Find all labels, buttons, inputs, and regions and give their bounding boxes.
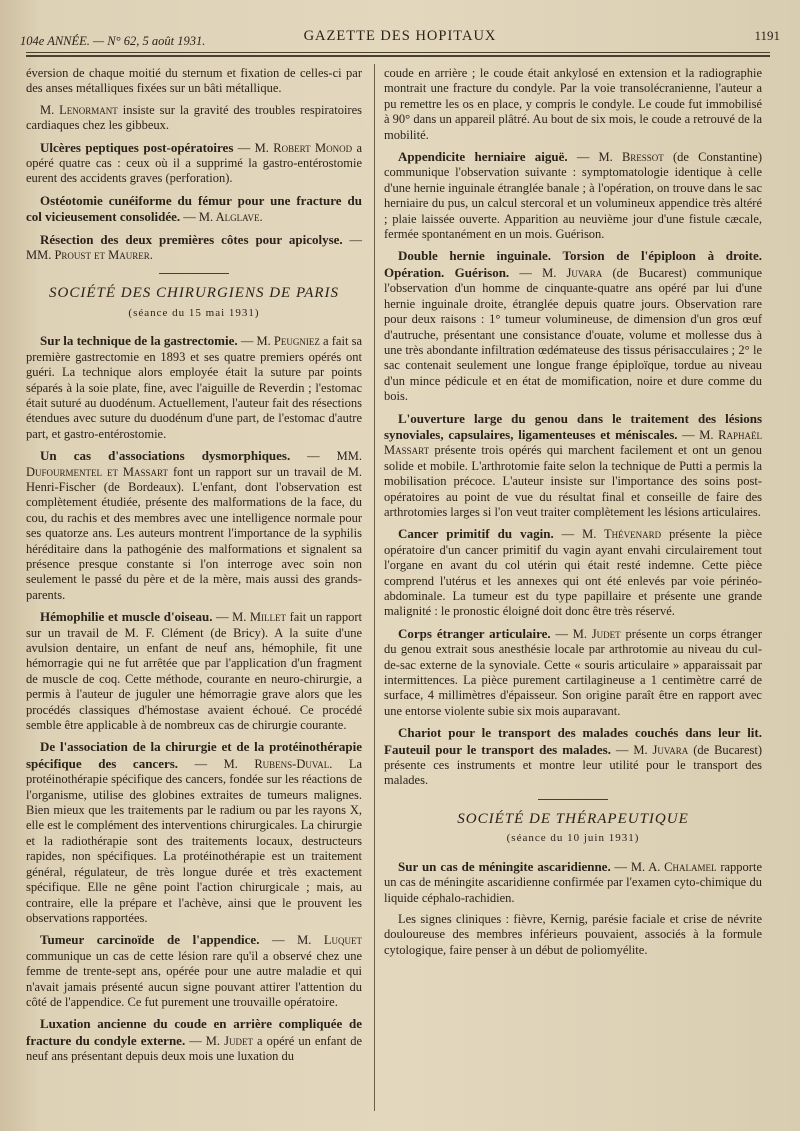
article-text: rapporte un cas de méningite ascaridienne confirmée par l'examen cyto-chimique du liquide céphalo-rachidien. xyxy=(384,859,762,905)
page-number: 1191 xyxy=(754,28,780,43)
author-name: M. Judet xyxy=(205,1033,253,1048)
author-name: M. Millet xyxy=(232,610,287,625)
article-luxation: Luxation ancienne du coude en arrière compliquée de fracture du condyle externe. — M. Judet a opéré un enfant de neuf ans présentant depuis deux mois une luxation du xyxy=(26,1016,363,1064)
author-name: M. Alglave. xyxy=(198,210,263,225)
article-title: Appendicite herniaire aiguë. xyxy=(398,149,568,165)
article-title: Cancer primitif du vagin. xyxy=(398,526,554,542)
article-text: présente un corps étranger du genou extrait sous anesthésie locale par arthrotomie au niveau du cul-de-sac externe de la synoviale. Cette « souris articulaire » apparaissait par intermittences. La pièce purement cartilagineuse a 1 centimètre carré de surface, 4 millimètres d'épaisseur. Son origine paraît être en rapport avec une entorse violente subie six mois auparavant. xyxy=(384,626,763,718)
author-name: M. Robert Monod xyxy=(254,140,353,155)
author-name: MM. Proust et Maurer. xyxy=(26,248,153,263)
article-title: Résection des deux premières côtes pour apicolyse. xyxy=(40,231,343,247)
article-text: fait un rapport sur un travail de M. F. Clément (de Bricy). A la suite d'une avulsion dentaire, un enfant de neuf ans, hémophile, fit une hémorragie qui ne fut arrêtée que par l'application d'un fragment de muscle de coq. Cette méthode, courante en neuro-chirurgie, a permis à l'auteur de juguler une hémorragie grave alors que les procédés classiques d'hémostase avaient échoué. Ce procédé semble être applicable à de nombreux cas de chirurgie courante. xyxy=(26,610,362,733)
author-name: M. Rubens-Duval. xyxy=(223,756,333,771)
author-name: M. Bressot xyxy=(598,150,664,165)
journal-title: GAZETTE DES HOPITAUX xyxy=(303,28,497,44)
author-name: M. Lenormant xyxy=(40,102,118,117)
author-name: M. Raphaël Massart xyxy=(384,427,762,458)
article-gastrectomie: Sur la technique de la gastrectomie. — M. Peugniez a fait sa première gastrectomie en 1893 et ses quatre premiers opérés ont guéri. La technique alors employée était la suture par points séparés à la soie plate, fine, avec l'aiguille de Reverdin ; l'estomac était suturé au duodénum. Actuellement, l'auteur fait des résections étendues avec suture du duodénum d'une part, de l'estomac d'autre part, et gastro-entérostomie. xyxy=(26,333,362,441)
article-title: Corps étranger articulaire. xyxy=(398,625,551,641)
article-tumeur: Tumeur carcinoïde de l'appendice. — M. Luquet communique un cas de cette lésion rare qu'il a observé chez une femme de trente-sept ans, opérée pour une autre maladie et qui n'avait jamais présenté aucun signe pouvant attirer l'attention du côté de l'appendice. Ce fut purement une trouvaille opératoire. xyxy=(26,932,363,1009)
article-title: Hémophilie et muscle d'oiseau. xyxy=(40,609,213,625)
paragraph-text: insiste sur la gravité des troubles respiratoires cardiaques chez les gibbeux. xyxy=(26,102,362,133)
section-separator xyxy=(538,799,608,800)
left-column xyxy=(26,66,362,1071)
author-name: M. Juvara xyxy=(542,265,603,280)
author-name: MM. Dufourmentel et Massart xyxy=(26,449,362,479)
paragraph: éversion de chaque moitié du sternum et fixation de celles-ci par des anses métalliques fixées sur un bâti métallique. xyxy=(26,66,362,96)
author-name: M. Peugniez xyxy=(256,334,320,349)
article-text: La protéinothérapie spécifique des cancers, fondée sur les réactions de l'organisme, utilise des globines extraites de tumeurs malignes. Bien mieux que les traitements par le radium ou par les rayons X, elle est le complément des interventions chirurgicales. La chirurgie et la radiothérapie sont des traitements locaux, destructeurs rapides, non spécifiques. La protéinothérapie est un traitement général, régulateur, de très longue durée et très exactement spécifique. Elle ne gêne point l'action chirurgicale ; mais, au contraire, elle la prépare et l'achève, ainsi que le prouvent les observations rapportées. xyxy=(26,756,363,925)
article-chariot: Chariot pour le transport des malades couchés dans leur lit. Fauteuil pour le transport des malades. — M. Juvara (de Bucarest) présente ces instruments et montre leur utilité pour le transport des malades. xyxy=(384,725,762,788)
article-text: a opéré un enfant de neuf ans présentant depuis deux mois une luxation du xyxy=(26,1033,363,1064)
article-title: De l'association de la chirurgie et de la protéinothérapie spécifique des cancers. xyxy=(26,739,362,771)
section-title: SOCIÉTÉ DES CHIRURGIENS DE PARIS xyxy=(48,285,340,302)
article-appendicite: Appendicite herniaire aiguë. — M. Bressot (de Constantine) communique l'observation suivante : symptomatologie identique à celle d'une hernie inguinale étranglée banale ; à l'opération, on trouve dans le sac herniaire du pus, un calcul stercoral et un volumineux appendice très altéré ; plaie laissée ouverte. Apparition au neuvième jour d'une fistule cæcale, fermée spontanément en un mois. Guérison. xyxy=(384,149,762,242)
section-title: SOCIÉTÉ DE THÉRAPEUTIQUE xyxy=(457,810,689,827)
section-date: (séance du 15 mai 1931) xyxy=(128,306,260,319)
author-name: M. Thévenard xyxy=(582,527,662,542)
author-name: M. Judet xyxy=(572,626,621,641)
article-title: Ostéotomie cunéiforme du fémur pour une fracture du col vicieusement consolidée. xyxy=(26,192,362,225)
article-resection: Résection des deux premières côtes pour apicolyse. — MM. Proust et Maurer. xyxy=(26,231,362,263)
article-dysmorphiques: Un cas d'associations dysmorphiques. — MM. Dufourmentel et Massart font un rapport sur un travail de M. Henri-Fischer (de Bordeaux). L'enfant, dont l'observation est complètement étudiée, présente des malformations de la face, du cou, du rachis et des membres avec une intelligence normale pour ses quatorze ans. Les auteurs montrent l'importance de la syphilis héréditaire dans la pathogénie des malformations et signalent sa présence presque constante si l'on interroge avec soin non seulement le passé du père et de la mère, mais aussi des grands-parents. xyxy=(26,448,362,602)
header-rule xyxy=(26,52,770,53)
article-text: présente la pièce opératoire d'un cancer primitif du vagin ayant envahi circulairement tout l'organe en avant du col utérin qui était resté indemne. Cette pièce comprend l'utérus et les annexes qui ont été enlevés par voie périnéo-abdominale. La tumeur est du type papillaire et présente une grande malignité : le pronostic éloigné doit donc être très réservé. xyxy=(384,527,762,619)
author-name: M. A. Chalamel xyxy=(630,859,717,874)
article-cancer: Cancer primitif du vagin. — M. Thévenard présente la pièce opératoire d'un cancer primitif du vagin ayant envahi circulairement tout l'organe en avant du col utérin qui était resté indemne. Cette pièce comprend l'utérus et les annexes qui ont été enlevés par voie périnéo-abdominale. La tumeur est du type papillaire et présente une grande malignité : le pronostic éloigné doit donc être très réservé. xyxy=(384,526,762,619)
author-name: M. Luquet xyxy=(297,933,363,948)
article-title: Ulcères peptiques post-opératoires xyxy=(40,139,234,155)
article-osteotomie: Ostéotomie cunéiforme du fémur pour une fracture du col vicieusement consolidée. — M. Alglave. xyxy=(26,192,362,225)
column-divider xyxy=(374,64,375,1111)
right-column xyxy=(384,66,762,964)
section-date: (séance du 10 juin 1931) xyxy=(506,832,640,845)
article-title: Sur la technique de la gastrectomie. xyxy=(40,333,238,349)
article-hernie: Double hernie inguinale. Torsion de l'épiploon à droite. Opération. Guérison. — M. Juvara (de Bucarest) communique l'observation d'un homme de cinquante-quatre ans opéré par lui d'une hernie inguinale droite, étranglée depuis quatre jours. Observation rare pour deux raisons : 1° tumeur volumineuse, de dimension d'un gros œuf d'autruche, présentant une consistance d'ouate, volume et mollesse dus à une très abondante infiltration œdémateuse des tissus périsacculaires ; 2° le sac contenait seulement une longue frange épiploïque, tordue au niveau d'un mince pédicule et en état de momification, noire et dure comme du bois. xyxy=(384,248,762,404)
article-text: (de Bucarest) présente ces instruments et montre leur utilité pour le transport des malades. xyxy=(384,742,762,788)
article-text: font un rapport sur un travail de M. Henri-Fischer (de Bordeaux). L'enfant, dont l'observation est complètement étudiée, présente des malformations de la face, du cou, du rachis et des membres avec une intelligence normale pour ses quatorze ans. Les auteurs montrent l'importance de la syphilis héréditaire dans la pathogénie des malformations et signalent sa présence presque constante si l'on interroge avec soin non seulement le passé du père et de la mère, mais aussi des grands-parents. xyxy=(26,464,362,602)
article-text: (de Constantine) communique l'observation suivante : symptomatologie identique à celle d'une hernie inguinale étranglée banale ; à l'opération, on trouve dans le sac herniaire du pus, un calcul stercoral et un volumineux appendice très altéré ; plaie laissée ouverte. Apparition au neuvième jour d'une fistule cæcale, fermée spontanément en un mois. Guérison. xyxy=(384,150,762,242)
issue-info: 104e ANNÉE. — N° 62, 5 août 1931. xyxy=(20,34,206,48)
article-text: (de Bucarest) communique l'observation d'un homme de cinquante-quatre ans opéré par lui d'une hernie inguinale droite, étranglée depuis quatre jours. Observation rare pour deux raisons : 1° tumeur volumineuse, de dimension d'un gros œuf d'autruche, présentant une consistance d'ouate, volume et mollesse dus à une très abondante infiltration œdémateuse des tissus périsacculaires ; 2° le sac contenait seulement une longue frange épiploïque, tordue au niveau d'un mince pédicule et en état de momification, noire et dure comme du bois. xyxy=(384,265,762,404)
article-text: a opéré quatre cas : ceux où il a supprimé la gastro-entérostomie eurent des accidents graves (perforation). xyxy=(26,140,363,186)
article-title: Double hernie inguinale. Torsion de l'épiploon à droite. Opération. Guérison. xyxy=(384,248,762,280)
article-genou: L'ouverture large du genou dans le traitement des lésions synoviales, capsulaires, ligamenteuses et méniscales. — M. Raphaël Massart présente trois opérés qui marchent facilement et ont un genou solide et mobile. L'arthrotomie faite selon la technique de Putti a permis la mobilisation précoce. L'auteur insiste sur l'importance des soins post-opératoires au point de vue du résultat final et conseille de faire des arthrotomies larges si l'on veut traiter complètement les lésions articulaires. xyxy=(384,410,762,519)
article-title: Luxation ancienne du coude en arrière compliquée de fracture du condyle externe. xyxy=(26,1016,362,1048)
article-title: L'ouverture large du genou dans le traitement des lésions synoviales, capsulaires, ligamenteuses et méniscales. xyxy=(384,410,762,442)
article-corps-etranger: Corps étranger articulaire. — M. Judet présente un corps étranger du genou extrait sous anesthésie locale par arthrotomie au niveau du cul-de-sac externe de la synoviale. Cette « souris articulaire » apparaissait par intermittences. La pièce purement cartilagineuse a 1 centimètre carré de surface, 4 millimètres d'épaisseur. Son origine paraît être en rapport avec une entorse violente subie six mois auparavant. xyxy=(384,625,763,718)
paragraph xyxy=(26,103,362,134)
paragraph: Les signes cliniques : fièvre, Kernig, parésie faciale et crise de névrite douloureuse des membres inférieurs pouvaient, associés à la formule cytologique, faire penser à un début de poliomyélite. xyxy=(384,911,762,957)
page-header xyxy=(20,26,780,48)
author-name: M. Juvara xyxy=(633,742,689,757)
article-hemophilie: Hémophilie et muscle d'oiseau. — M. Millet fait un rapport sur un travail de M. F. Clément (de Bricy). A la suite d'une avulsion dentaire, un enfant de neuf ans, hémophile, fit une hémorragie qui ne fut arrêtée que par l'application d'un fragment de muscle de coq. Cette méthode, courante en neuro-chirurgie, a permis à l'auteur de juguler une hémorragie grave alors que les procédés classiques d'hémostase avaient échoué. Ce procédé semble être applicable à de nombreux cas de chirurgie courante. xyxy=(26,609,362,733)
article-ulceres: Ulcères peptiques post-opératoires — M. Robert Monod a opéré quatre cas : ceux où il a supprimé la gastro-entérostomie eurent des accidents graves (perforation). xyxy=(26,139,363,186)
article-title: Un cas d'associations dysmorphiques. xyxy=(40,448,291,464)
article-proteinotherapie: De l'association de la chirurgie et de la protéinothérapie spécifique des cancers. — M. Rubens-Duval. La protéinothérapie spécifique des cancers, fondée sur les réactions de l'organisme, utilise des globines extraites de tumeurs malignes. Bien mieux que les traitements par le radium ou par les rayons X, elle est le complément des interventions chirurgicales. La chirurgie et la radiothérapie sont des traitements locaux, destructeurs rapides, non spécifiques. La protéinothérapie est un traitement général, régulateur, de très longue durée et très exactement spécifique. Elle ne gêne point l'action chirurgicale ; mais, au contraire, elle la prépare et l'achève, ainsi que le prouvent les observations rapportées. xyxy=(26,739,363,925)
header-rule-thick xyxy=(26,55,770,57)
article-meningite: Sur un cas de méningite ascaridienne. — M. A. Chalamel rapporte un cas de méningite ascaridienne confirmée par l'examen cyto-chimique du liquide céphalo-rachidien. xyxy=(384,858,762,905)
article-title: Chariot pour le transport des malades couchés dans leur lit. Fauteuil pour le transport des malades. xyxy=(384,725,762,757)
article-title: Tumeur carcinoïde de l'appendice. xyxy=(40,932,260,948)
article-text: a fait sa première gastrectomie en 1893 et ses quatre premiers opérés ont guéri. La technique alors employée était la suture par points séparés à la soie plate, fine, avec l'aiguille de Reverdin ; l'estomac était suturé au duodénum. Actuellement, l'auteur fait des résections étendues avec suture du duodénum d'une part, de l'estomac d'autre part, et gastro-entérostomie. xyxy=(26,334,362,441)
article-text: communique un cas de cette lésion rare qu'il a observé chez une femme de trente-sept ans, opérée pour une autre maladie et qui n'avait jamais présenté aucun signe pouvant attirer l'attention du côté de l'appendice. Ce fut purement une trouvaille opératoire. xyxy=(26,948,362,1009)
paragraph: coude en arrière ; le coude était ankylosé en extension et la radiographie montrait une fracture du condyle. Par la voie transolécranienne, l'auteur a pu remettre les os en place, y compris le condyle. Le coude fut immobilisé à 90° dans un appareil plâtré. Au bout de six mois, le coude a retrouvé de la mobilité. xyxy=(384,66,762,142)
article-text: présente trois opérés qui marchent facilement et ont un genou solide et mobile. L'arthrotomie faite selon la technique de Putti a permis la mobilisation précoce. L'auteur insiste sur l'importance des soins post-opératoires au point de vue du résultat final et conseille de faire des arthrotomies larges si l'on veut traiter complètement les lésions articulaires. xyxy=(384,443,762,519)
section-separator xyxy=(159,273,229,274)
article-title: Sur un cas de méningite ascaridienne. xyxy=(398,858,611,874)
